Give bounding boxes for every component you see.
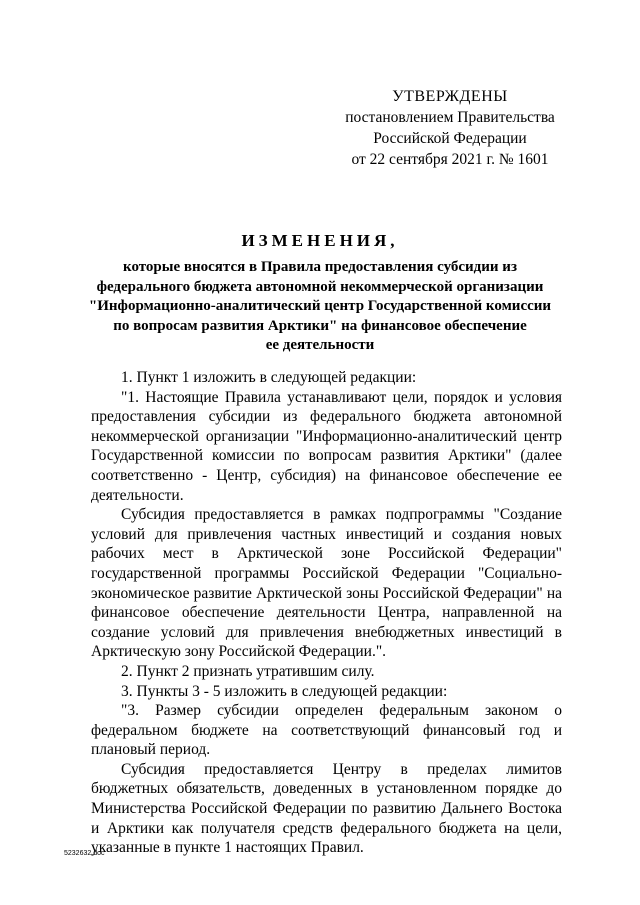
document-body <box>91 368 562 858</box>
document-code: 5232632.doc <box>64 850 105 857</box>
approval-line-3: от 22 сентября 2021 г. № 1601 <box>351 151 549 168</box>
paragraph-subsidy-program: Субсидия предоставляется в рамках подпрограммы "Создание условий для привлечения частных инвестиций и создания новых рабочих мест в Арктической зоне Российской Федерации" государственной программы Российской Федерации "Социально-экономическое развитие Арктической зоны Российской Федерации" на финансовое обеспечение деятельности Центра, направленной на создание условий для привлечения внебюджетных инвестиций в Арктическую зону Российской Федерации.". <box>91 506 562 661</box>
paragraph-rule-3-text: "3. Размер субсидии определен федеральным законом о федеральном бюджете на соответствующий финансовый год и плановый период. <box>91 702 562 759</box>
paragraph-item-3: 3. Пункты 3 - 5 изложить в следующей редакции: <box>121 682 448 700</box>
approval-title: УТВЕРЖДЕНЫ <box>392 88 508 105</box>
paragraph-item-2: 2. Пункт 2 признать утратившим силу. <box>121 662 375 680</box>
subtitle-line-2: федерального бюджета автономной некоммерческой организации <box>96 278 544 295</box>
subtitle-line-5: ее деятельности <box>265 337 375 353</box>
subtitle-line-3: "Информационно-аналитический центр Государственной комиссии <box>88 298 552 314</box>
subtitle-line-4: по вопросам развития Арктики" на финансовое обеспечение <box>113 317 527 334</box>
paragraph-item-1: 1. Пункт 1 изложить в следующей редакции: <box>121 369 417 386</box>
document-subtitle <box>70 258 570 356</box>
subtitle-line-1: которые вносятся в Правила предоставления субсидии из <box>123 259 517 275</box>
approval-line-2: Российской Федерации <box>373 130 527 147</box>
approval-block <box>340 86 560 170</box>
paragraph-subsidy-limits: Субсидия предоставляется Центру в пределах лимитов бюджетных обязательств, доведенных в установленном порядке до Министерства Российской Федерации по развитию Дальнего Востока и Арктики как получателя средств федерального бюджета на цели, указанные в пункте 1 настоящих Правил. <box>91 760 562 857</box>
approval-line-1: постановлением Правительства <box>345 109 555 126</box>
document-title: ИЗМЕНЕНИЯ, <box>241 231 399 250</box>
paragraph-rule-1-text: "1. Настоящие Правила устанавливают цели, порядок и условия предоставления субсидии из федерального бюджета автономной некоммерческой организации "Информационно-аналитический центр Государственной комиссии по вопросам развития Арктики" (далее соответственно - Центр, субсидия) на финансовое обеспечение ее деятельности. <box>91 388 562 504</box>
